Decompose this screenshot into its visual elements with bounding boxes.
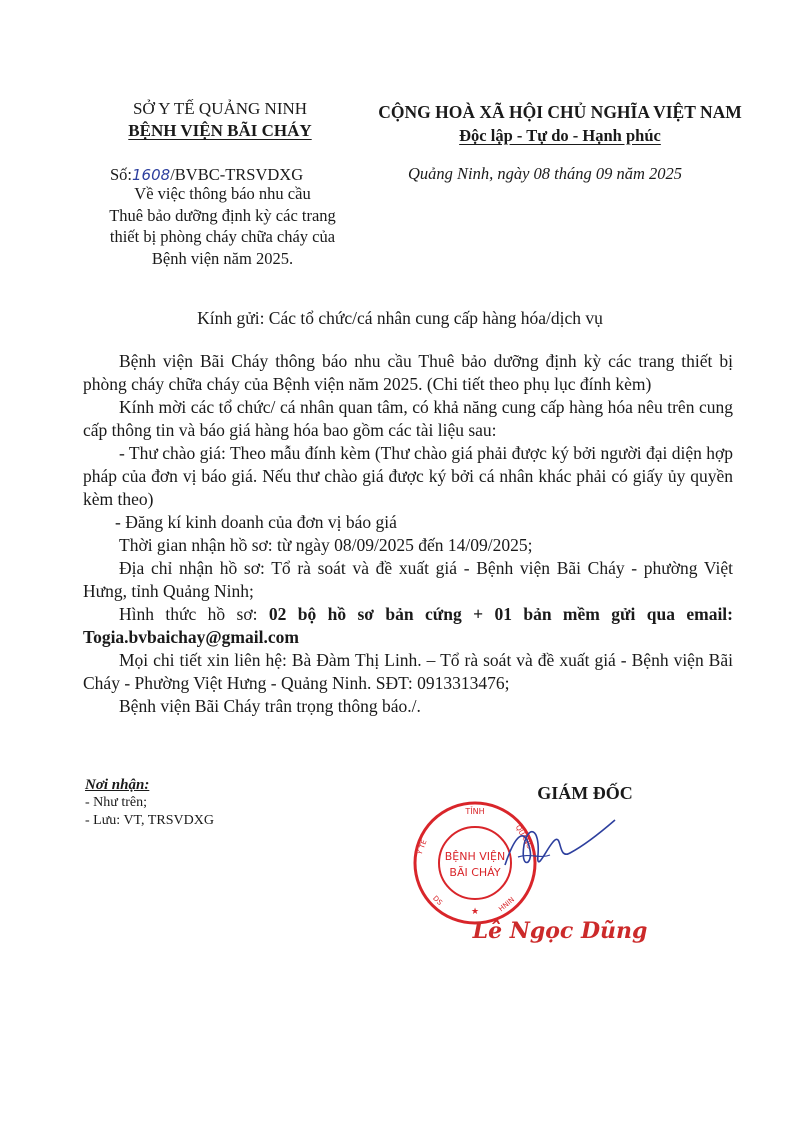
date-line: Quảng Ninh, ngày 08 tháng 09 năm 2025	[407, 164, 683, 183]
doc-number-code: /BVBC-TRSVDXG	[170, 165, 304, 184]
star-icon: ★	[470, 906, 480, 916]
body-paragraph-intro: Bệnh viện Bãi Cháy thông báo nhu cầu Thuê bảo dưỡng định kỳ các trang thiết bị phòng cháy chữa cháy của Bệnh viện năm 2025. (Chi tiết theo phụ lục đính kèm)	[83, 351, 733, 394]
recipients-block	[85, 776, 335, 830]
signer-title: GIÁM ĐỐC	[537, 783, 633, 803]
recipient-line: Kính gửi: Các tổ chức/cá nhân cung cấp hàng hóa/dịch vụ	[197, 308, 603, 328]
doc-number-handwritten: 1608	[132, 166, 171, 184]
body-paragraph-quote-letter: - Thư chào giá: Theo mẫu đính kèm (Thư chào giá phải được ký bởi người đại diện hợp pháp của đơn vị báo giá. Nếu thư chào giá được ký bởi cá nhân khác phải có giấy ủy quyền kèm theo)	[83, 443, 733, 509]
recipients-title: Nơi nhận:	[85, 777, 150, 793]
body-paragraph-receipt-time: Thời gian nhận hồ sơ: từ ngày 08/09/2025 đến 14/09/2025;	[119, 535, 533, 555]
issuing-organization	[95, 98, 345, 142]
body-paragraph-invitation: Kính mời các tổ chức/ cá nhân quan tâm, có khả năng cung cấp hàng hóa nêu trên cung cấp thông tin và báo giá hàng hóa bao gồm các tài liệu sau:	[83, 397, 733, 440]
format-label: Hình thức hồ sơ:	[119, 604, 269, 624]
body-paragraph-format	[83, 603, 733, 649]
stamp-ring-left: Y TẾ	[415, 838, 429, 856]
format-details: 02 bộ hồ sơ bản cứng + 01 bản mềm gửi qua email: Togia.bvbaichay@gmail.com	[83, 604, 733, 647]
stamp-line-2: BÃI CHÁY	[449, 866, 501, 879]
letter-body	[83, 350, 733, 718]
national-header	[340, 101, 780, 147]
nation-name: CỘNG HOÀ XÃ HỘI CHỦ NGHĨA VIỆT NAM	[378, 102, 742, 122]
subject-line: Về việc thông báo nhu cầu	[134, 184, 311, 203]
body-paragraph-business-registration: - Đăng kí kinh doanh của đơn vị báo giá	[115, 512, 397, 532]
doc-number-prefix: Số:	[110, 165, 133, 184]
stamp-ring-bottom-left: DS	[431, 894, 444, 907]
stamp-ring-right: QUẢNG	[513, 823, 534, 851]
body-paragraph-closing: Bệnh viện Bãi Cháy trân trọng thông báo./.	[119, 696, 421, 716]
stamp-ring-bottom-right: HNIN	[497, 895, 517, 914]
subject-line: Thuê bảo dưỡng định kỳ các trang	[109, 205, 336, 225]
recipient-item: - Như trên;	[85, 795, 148, 810]
department-name: SỞ Y TẾ QUẢNG NINH	[132, 99, 308, 118]
signer-name: Lê Ngọc Dũng	[472, 918, 648, 944]
body-paragraph-contact: Mọi chi tiết xin liên hệ: Bà Đàm Thị Linh. – Tổ rà soát và đề xuất giá - Bệnh viện Bãi Cháy - Phường Việt Hưng - Quảng Ninh. SĐT: 0913313476;	[83, 650, 733, 693]
stamp-ring-top: TỈNH	[465, 807, 485, 816]
hospital-name: BỆNH VIỆN BÃI CHÁY	[128, 121, 312, 140]
subject-line: thiết bị phòng cháy chữa cháy của	[109, 227, 336, 246]
body-paragraph-address: Địa chỉ nhận hồ sơ: Tổ rà soát và đề xuất giá - Bệnh viện Bãi Cháy - phường Việt Hưng, tỉnh Quảng Ninh;	[83, 558, 733, 601]
national-motto: Độc lập - Tự do - Hạnh phúc	[459, 126, 661, 145]
document-subject	[95, 183, 350, 269]
stamp-line-1: BỆNH VIỆN	[444, 850, 506, 863]
subject-line: Bệnh viện năm 2025.	[151, 248, 294, 268]
recipient-item: - Lưu: VT, TRSVDXG	[85, 813, 214, 828]
handwritten-signature	[500, 815, 620, 885]
